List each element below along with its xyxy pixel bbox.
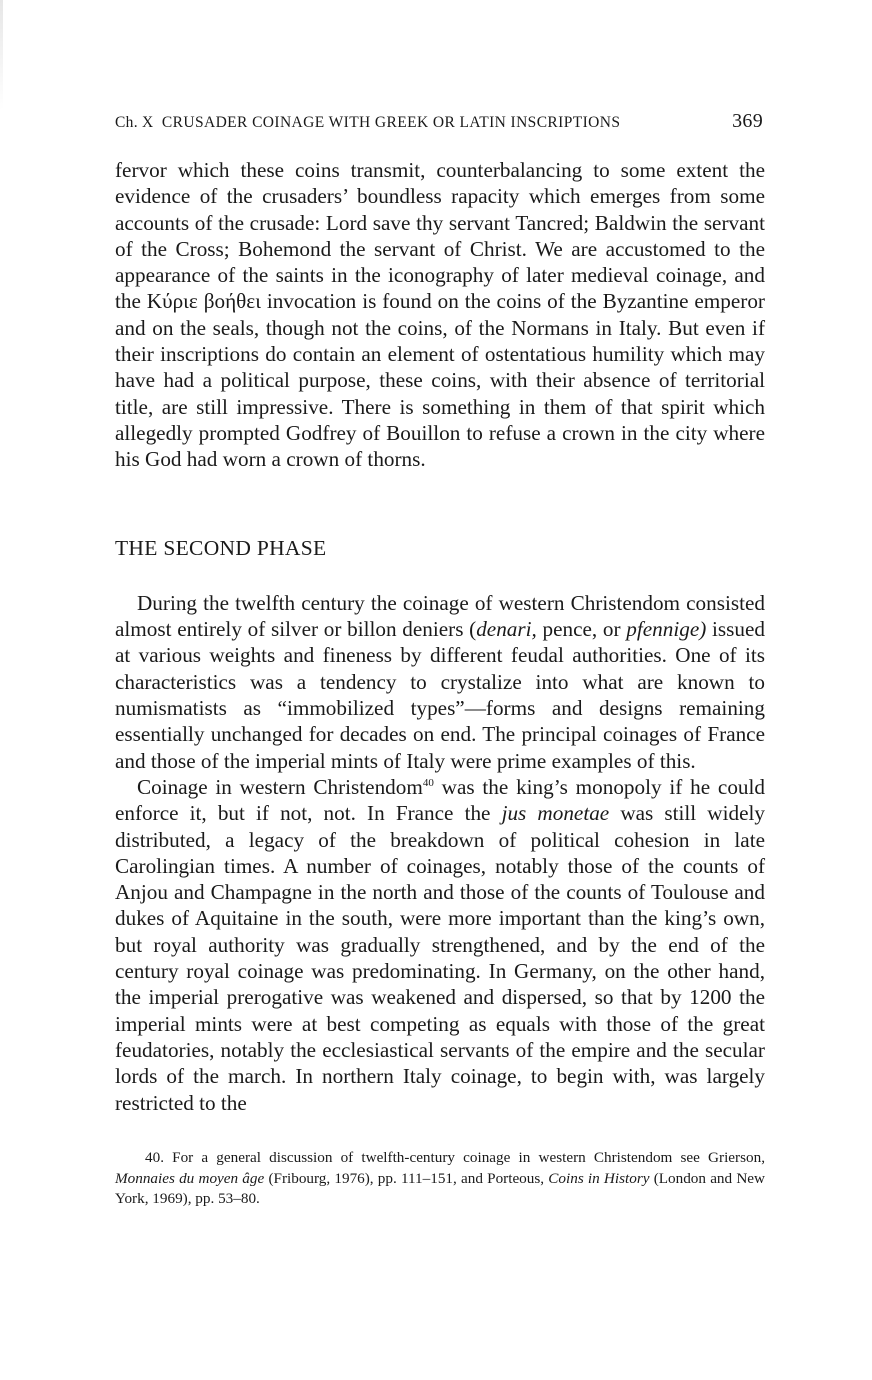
- chapter-title: CRUSADER COINAGE WITH GREEK OR LATIN INSCRIPTIONS: [161, 114, 621, 131]
- footnote-text-3: (London and New York, 1969), pp. 53–80.: [115, 1169, 765, 1208]
- paragraph-3-text-3: was still widely distributed, a legacy of the breakdown of political cohesion in late Carolingian times. A number of coinages, notably those of the counts of Anjou and Champagne in the north and those of the counts of Toulouse and dukes of Aquitaine in the south, were more important than the king’s own, but royal authority was gradually strengthened, and by the end of the century royal coinage was predominating. In Germany, on the other hand, the imperial prerogative was weakened and dispersed, so that by 1200 the imperial mints were at best competing as equals with those of the great feudatories, notably the ecclesiastical servants of the empire and the secular lords of the march. In northern Italy coinage, to begin with, was largely restricted to the: [115, 801, 765, 1115]
- paragraph-3-text-1: Coinage in western Christendom: [137, 774, 423, 799]
- footnote-reference[interactable]: 40: [422, 776, 434, 789]
- paragraph-2-text-1: During the twelfth century the coinage of western Christendom consisted almost entirely of silver or billon deniers (: [115, 590, 765, 642]
- footnote-italic-coins-in-history: Coins in History: [548, 1169, 650, 1187]
- running-head: [115, 110, 765, 133]
- scan-edge-shadow: [0, 0, 3, 110]
- running-head-title: [115, 114, 620, 132]
- footnote-text-2: (Fribourg, 1976), pp. 111–151, and Porteous,: [264, 1169, 549, 1187]
- page-number: 369: [732, 110, 763, 132]
- footnote-40: [115, 1148, 765, 1210]
- paragraph-3-text-2: was the king’s monopoly if he could enforce it, but if not, not. In France the: [115, 774, 765, 826]
- paragraph-3-italic-jus-monetae: jus monetae: [501, 801, 610, 826]
- paragraph-2-italic-pfennige: pfennige): [626, 617, 707, 642]
- paragraph-twelfth-century: [115, 590, 765, 774]
- paragraph-2-italic-denari: denari,: [476, 617, 537, 642]
- section-heading: THE SECOND PHASE: [115, 535, 327, 560]
- footnote-number: 40.: [145, 1148, 164, 1166]
- book-page: [115, 110, 765, 1210]
- chapter-label: Ch. X: [115, 114, 154, 131]
- body-text: [115, 157, 765, 1116]
- footnote-text-1: For a general discussion of twelfth-century coinage in western Christendom see Grierson,: [163, 1148, 765, 1166]
- continued-paragraph: fervor which these coins transmit, counterbalancing to some extent the evidence of the crusaders’ boundless rapacity which emerges from some accounts of the crusade: Lord save thy servant Tancred; Baldwin the servant of the Cross; Bohemond the servant of Christ. We are accustomed to the appearance of the saints in the iconography of later medieval coinage, and the Κύριε βοήθει invocation is found on the coins of the Byzantine emperor and on the seals, though not the coins, of the Normans in Italy. But even if their inscriptions do contain an element of ostentatious humility which may have had a political purpose, these coins, with their absence of territorial title, are still impressive. There is something in them of that spirit which allegedly prompted Godfrey of Bouillon to refuse a crown in the city where his God had worn a crown of thorns.: [115, 158, 765, 472]
- paragraph-coinage-monopoly: [115, 774, 765, 1116]
- paragraph-2-text-3: issued at various weights and fineness by different feudal authorities. One of its characteristics was a tendency to crystalize into what are known to numismatists as “immobilized types”—forms and designs remaining essentially unchanged for decades on end. The principal coinages of France and those of the imperial mints of Italy were prime examples of this.: [115, 617, 765, 773]
- paragraph-2-text-2: pence, or: [536, 617, 627, 642]
- footnote-italic-monnaies: Monnaies du moyen âge: [115, 1169, 265, 1187]
